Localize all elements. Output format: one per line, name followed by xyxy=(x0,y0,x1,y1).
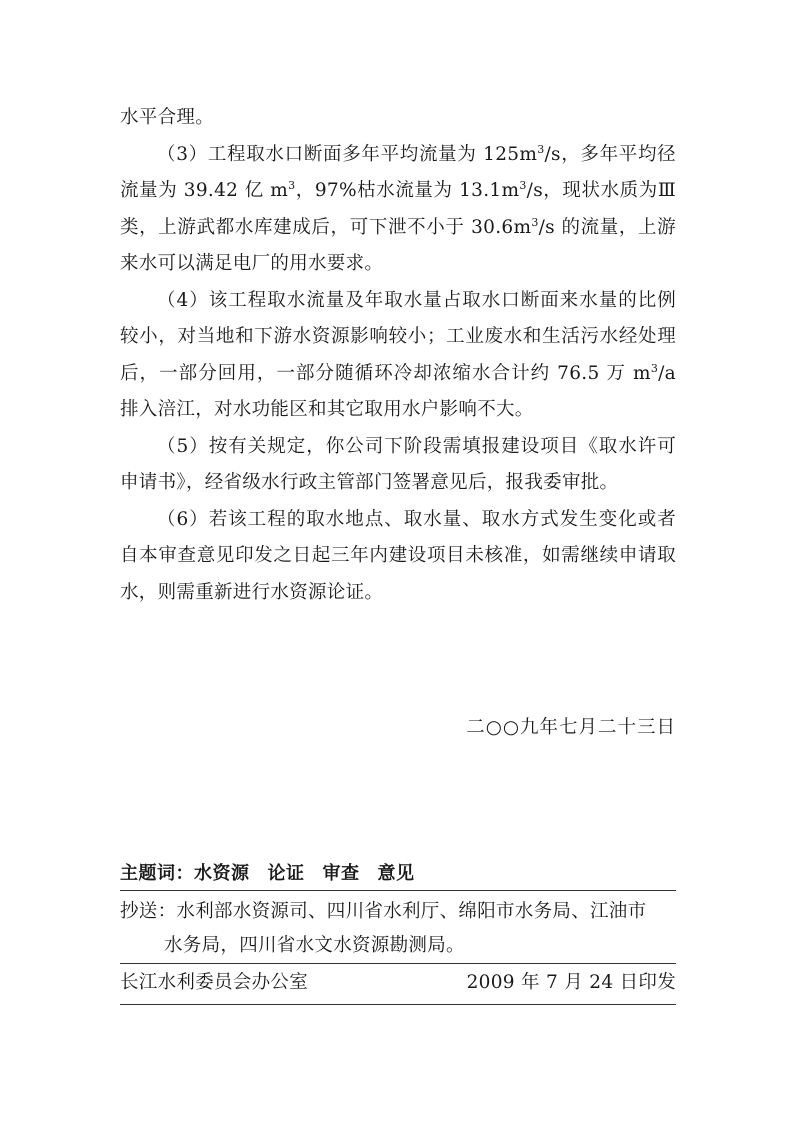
divider-bottom xyxy=(120,1004,676,1005)
print-date: 2009 年 7 月 24 日印发 xyxy=(466,972,676,993)
p3-text-e: /s 的流量，上游来水可以满足电厂的用水要求。 xyxy=(120,216,676,274)
p3-sup-d: 3 xyxy=(531,215,539,229)
cc-line-2: 水务局，四川省水文水资源勘测局。 xyxy=(164,935,465,956)
keyword-item: 审查 xyxy=(322,863,360,884)
cc-line-1: 抄送：水利部水资源司、四川省水利厅、绵阳市水务局、江油市 xyxy=(120,901,647,922)
keyword-item: 水资源 xyxy=(194,863,250,884)
paragraph-intro xyxy=(120,100,676,137)
footer xyxy=(120,968,676,994)
p6-text: （6）若该工程的取水地点、取水量、取水方式发生变化或者自本审查意见印发之日起三年内建设项目未核准，如需继续申请取水，则需重新进行水资源论证。 xyxy=(120,508,676,603)
keyword-item: 意见 xyxy=(377,863,415,884)
divider-top xyxy=(120,890,676,891)
p4-text-a: （4）该工程取水流量及年取水量占取水口断面来水量的比例较小，对当地和下游水资源影响较小；工业废水和生活污水经处理后，一部分回用，一部分随循环冷却浓缩水合计约 76.5 万 m xyxy=(120,289,676,384)
document-body xyxy=(120,100,676,611)
paragraph-item-4 xyxy=(120,283,676,429)
keywords-label: 主题词： xyxy=(120,863,194,884)
cc-list xyxy=(120,895,676,963)
issue-date: 二○○九年七月二十三日 xyxy=(466,717,676,738)
p3-sup-b: 3 xyxy=(288,178,296,192)
subject-keywords xyxy=(120,859,676,885)
p4-sup-a: 3 xyxy=(650,361,659,375)
divider-middle xyxy=(120,963,676,964)
issuer-office: 长江水利委员会办公室 xyxy=(120,972,309,993)
p3-sup-c: 3 xyxy=(519,178,527,192)
p5-text: （5）按有关规定，你公司下阶段需填报建设项目《取水许可申请书》，经省级水行政主管部门签署意见后，报我委审批。 xyxy=(120,435,676,493)
p3-sup-a: 3 xyxy=(537,142,545,156)
p3-text-c: ，97%枯水流量为 13.1m xyxy=(295,180,520,201)
p3-text-d: /s，现状水质为Ⅲ类，上游武都水库建成后，可下泄不小于 30.6m xyxy=(120,180,676,238)
paragraph-item-5 xyxy=(120,429,676,502)
p3-text-a: （3）工程取水口断面多年平均流量为 125m xyxy=(157,143,538,165)
p4-text-b: /a 排入涪江，对水功能区和其它取用水户影响不大。 xyxy=(120,362,676,420)
paragraph-intro-text: 水平合理。 xyxy=(120,107,215,128)
paragraph-item-3 xyxy=(120,137,676,283)
keyword-item: 论证 xyxy=(267,863,305,884)
p3-text-b: /s，多年平均径流量为 39.42 亿 m xyxy=(120,143,676,201)
paragraph-item-6 xyxy=(120,502,676,612)
